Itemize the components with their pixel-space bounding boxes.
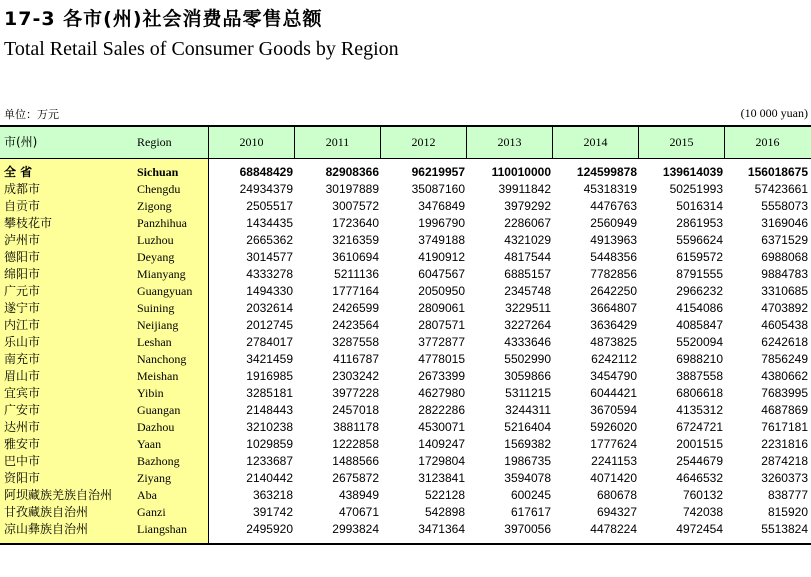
- region-name-english: Guangan: [137, 403, 181, 417]
- sales-value: 4333646: [504, 335, 551, 349]
- sales-value: 2544679: [676, 454, 723, 468]
- sales-value: 7683995: [761, 386, 808, 400]
- sales-value: 1029859: [246, 437, 293, 451]
- sales-value: 694327: [596, 505, 637, 519]
- sales-value: 7856249: [761, 352, 808, 366]
- sales-value: 139614039: [662, 165, 723, 179]
- sales-value: 2231816: [761, 437, 808, 451]
- table-row: [0, 487, 811, 504]
- region-name-chinese: 巴中市: [4, 454, 41, 468]
- sales-value: 2303242: [332, 369, 379, 383]
- sales-value: 2784017: [246, 335, 293, 349]
- sales-value: 363218: [252, 488, 293, 502]
- sales-value: 2993824: [332, 522, 379, 536]
- table-row: [0, 232, 811, 249]
- region-name-chinese: 遂宁市: [4, 301, 41, 315]
- region-name-english: Yibin: [137, 386, 164, 400]
- sales-value: 680678: [596, 488, 637, 502]
- table-row: [0, 368, 811, 385]
- sales-value: 600245: [510, 488, 551, 502]
- sales-value: 6988210: [676, 352, 723, 366]
- header-year: 2012: [411, 135, 436, 149]
- sales-value: 5513824: [761, 522, 808, 536]
- sales-value: 6988068: [761, 250, 808, 264]
- header-year: 2013: [497, 135, 522, 149]
- sales-value: 4333278: [246, 267, 293, 281]
- page-title-chinese: 17-3 各市(州)社会消费品零售总额: [4, 8, 323, 30]
- sales-value: 3285181: [246, 386, 293, 400]
- sales-value: 57423661: [754, 182, 808, 196]
- unit-label-chinese: 单位：万元: [4, 108, 59, 121]
- sales-value: 1494330: [246, 284, 293, 298]
- header-year: 2010: [239, 135, 264, 149]
- region-name-english: Luzhou: [137, 233, 174, 247]
- sales-value: 2560949: [590, 216, 637, 230]
- sales-value: 2345748: [504, 284, 551, 298]
- sales-value: 5211136: [334, 267, 379, 281]
- sales-value: 5502990: [504, 352, 551, 366]
- sales-value: 6047567: [418, 267, 465, 281]
- sales-value: 2032614: [246, 301, 293, 315]
- table-row: [0, 249, 811, 266]
- region-name-chinese: 泸州市: [4, 233, 41, 247]
- sales-value: 391742: [252, 505, 293, 519]
- unit-label-english: (10 000 yuan): [740, 106, 808, 120]
- sales-value: 4071420: [590, 471, 637, 485]
- sales-value: 438949: [338, 488, 379, 502]
- region-name-english: Bazhong: [137, 454, 180, 468]
- sales-value: 8791555: [676, 267, 723, 281]
- region-name-chinese: 成都市: [4, 182, 41, 196]
- region-name-english: Chengdu: [137, 182, 181, 196]
- header-year: 2011: [325, 135, 350, 149]
- region-name-english: Nanchong: [137, 352, 187, 366]
- sales-value: 1569382: [504, 437, 551, 451]
- header-region: Region: [137, 135, 172, 149]
- sales-value: 2809061: [418, 301, 465, 315]
- region-name-english: Aba: [137, 488, 157, 502]
- region-name-english: Zigong: [137, 199, 172, 213]
- region-name-chinese: 南充市: [4, 352, 41, 366]
- sales-value: 35087160: [411, 182, 465, 196]
- sales-value: 3123841: [418, 471, 465, 485]
- sales-value: 24934379: [239, 182, 293, 196]
- region-name-chinese: 乐山市: [4, 335, 41, 349]
- sales-value: 2012745: [246, 318, 293, 332]
- sales-value: 1916985: [246, 369, 293, 383]
- sales-value: 124599878: [576, 165, 637, 179]
- table-row: [0, 419, 811, 436]
- sales-value: 3749188: [418, 233, 465, 247]
- table-row: [0, 453, 811, 470]
- sales-value: 3979292: [504, 199, 551, 213]
- sales-value: 2140442: [246, 471, 293, 485]
- sales-value: 5311215: [505, 386, 551, 400]
- sales-value: 470671: [338, 505, 379, 519]
- table-bottom-rule: [0, 543, 811, 545]
- sales-value: 156018675: [747, 165, 808, 179]
- sales-value: 542898: [424, 505, 465, 519]
- sales-value: 5558073: [761, 199, 808, 213]
- region-name-english: Suining: [137, 301, 175, 315]
- sales-value: 4116787: [333, 352, 379, 366]
- region-name-english: Leshan: [137, 335, 172, 349]
- region-name-english: Deyang: [137, 250, 175, 264]
- sales-value: 5926020: [590, 420, 637, 434]
- region-name-english: Panzhihua: [137, 216, 187, 230]
- sales-value: 4154086: [676, 301, 723, 315]
- sales-value: 3227264: [504, 318, 551, 332]
- sales-value: 50251993: [669, 182, 723, 196]
- sales-value: 2807571: [418, 318, 465, 332]
- region-name-english: Meishan: [137, 369, 179, 383]
- table-row: [0, 198, 811, 215]
- sales-value: 82908366: [325, 165, 379, 179]
- region-name-chinese: 攀枝花市: [4, 216, 53, 230]
- region-name-english: Dazhou: [137, 420, 175, 434]
- page-title-english: Total Retail Sales of Consumer Goods by Region: [4, 38, 399, 60]
- header-year: 2015: [669, 135, 694, 149]
- sales-value: 4478224: [590, 522, 637, 536]
- header-year: 2016: [755, 135, 780, 149]
- table-row: [0, 300, 811, 317]
- region-name-english: Guangyuan: [137, 284, 193, 298]
- sales-value: 6242112: [591, 352, 637, 366]
- sales-value: 838777: [767, 488, 808, 502]
- sales-value: 2861953: [676, 216, 723, 230]
- sales-value: 3244311: [505, 403, 551, 417]
- sales-value: 742038: [682, 505, 723, 519]
- sales-value: 4627980: [418, 386, 465, 400]
- sales-value: 2665362: [246, 233, 293, 247]
- sales-value: 3670594: [590, 403, 637, 417]
- sales-value: 2457018: [332, 403, 379, 417]
- table-row: [0, 317, 811, 334]
- sales-value: 3476849: [418, 199, 465, 213]
- sales-value: 7617181: [761, 420, 808, 434]
- sales-value: 3594078: [504, 471, 551, 485]
- sales-value: 2505517: [246, 199, 293, 213]
- header-year: 2014: [583, 135, 608, 149]
- sales-value: 3229511: [505, 301, 551, 315]
- sales-value: 5216404: [504, 420, 551, 434]
- sales-value: 2822286: [418, 403, 465, 417]
- sales-value: 3664807: [590, 301, 637, 315]
- region-name-chinese: 内江市: [4, 318, 41, 332]
- table-row: [0, 334, 811, 351]
- sales-value: 3977228: [332, 386, 379, 400]
- region-name-chinese: 自贡市: [4, 199, 41, 213]
- sales-value: 3881178: [333, 420, 379, 434]
- table-row: [0, 521, 811, 538]
- sales-value: 6806618: [676, 386, 723, 400]
- sales-value: 760132: [682, 488, 723, 502]
- sales-value: 2642250: [590, 284, 637, 298]
- sales-value: 30197889: [325, 182, 379, 196]
- sales-value: 4085847: [676, 318, 723, 332]
- sales-value: 1729804: [418, 454, 465, 468]
- sales-value: 5596624: [676, 233, 723, 247]
- region-name-chinese: 阿坝藏族羌族自治州: [4, 488, 113, 502]
- table-row: [0, 470, 811, 487]
- sales-value: 4605438: [761, 318, 808, 332]
- sales-value: 1434435: [246, 216, 293, 230]
- sales-value: 2673399: [418, 369, 465, 383]
- sales-value: 6242618: [761, 335, 808, 349]
- region-name-chinese: 宜宾市: [4, 386, 41, 400]
- region-name-chinese: 德阳市: [4, 250, 41, 264]
- region-name-english: Ganzi: [137, 505, 166, 519]
- sales-value: 45318319: [583, 182, 637, 196]
- region-name-english: Yaan: [137, 437, 162, 451]
- sales-value: 5016314: [676, 199, 723, 213]
- region-name-english: Liangshan: [137, 522, 187, 536]
- sales-value: 2241153: [591, 454, 637, 468]
- sales-value: 4913963: [590, 233, 637, 247]
- sales-value: 3471364: [418, 522, 465, 536]
- sales-value: 4778015: [418, 352, 465, 366]
- sales-value: 4646532: [676, 471, 723, 485]
- sales-value: 3454790: [590, 369, 637, 383]
- sales-value: 2675872: [332, 471, 379, 485]
- region-name-english: Ziyang: [137, 471, 171, 485]
- table-row-total: [0, 164, 811, 181]
- sales-value: 6371529: [761, 233, 808, 247]
- region-name-english: Sichuan: [137, 165, 179, 179]
- sales-value: 5520094: [676, 335, 723, 349]
- sales-value: 3216359: [332, 233, 379, 247]
- sales-value: 4873825: [590, 335, 637, 349]
- sales-value: 3887558: [676, 369, 723, 383]
- sales-value: 6885157: [504, 267, 551, 281]
- sales-value: 1233687: [246, 454, 293, 468]
- sales-value: 4817544: [504, 250, 551, 264]
- sales-value: 6044421: [590, 386, 637, 400]
- sales-value: 1409247: [418, 437, 465, 451]
- region-name-chinese: 全 省: [4, 165, 33, 179]
- table-row: [0, 181, 811, 198]
- sales-value: 5448356: [590, 250, 637, 264]
- sales-value: 3007572: [332, 199, 379, 213]
- sales-value: 4703892: [761, 301, 808, 315]
- region-name-chinese: 雅安市: [4, 437, 41, 451]
- sales-value: 4380662: [761, 369, 808, 383]
- sales-value: 39911842: [498, 182, 551, 196]
- sales-value: 1996790: [418, 216, 465, 230]
- sales-value: 1222858: [332, 437, 379, 451]
- sales-value: 3421459: [246, 352, 293, 366]
- sales-value: 4476763: [590, 199, 637, 213]
- sales-value: 2148443: [246, 403, 293, 417]
- sales-value: 3772877: [418, 335, 465, 349]
- table-row: [0, 215, 811, 232]
- table-row: [0, 351, 811, 368]
- sales-value: 96219957: [411, 165, 465, 179]
- sales-value: 1777164: [332, 284, 379, 298]
- region-name-english: Neijiang: [137, 318, 179, 332]
- sales-value: 2286067: [504, 216, 551, 230]
- sales-value: 3310685: [761, 284, 808, 298]
- sales-value: 815920: [767, 505, 808, 519]
- region-name-chinese: 广安市: [4, 403, 41, 417]
- sales-value: 110010000: [491, 165, 551, 179]
- region-name-chinese: 眉山市: [4, 369, 41, 383]
- sales-value: 3970056: [504, 522, 551, 536]
- sales-value: 1986735: [504, 454, 551, 468]
- region-name-chinese: 甘孜藏族自治州: [4, 505, 89, 519]
- sales-value: 6724721: [676, 420, 723, 434]
- sales-value: 2001515: [676, 437, 723, 451]
- table-row: [0, 436, 811, 453]
- sales-value: 2050950: [418, 284, 465, 298]
- sales-value: 1777624: [590, 437, 637, 451]
- region-name-chinese: 达州市: [4, 420, 41, 434]
- region-name-chinese: 广元市: [4, 284, 41, 298]
- sales-value: 68848429: [239, 165, 293, 179]
- sales-value: 617617: [510, 505, 551, 519]
- sales-value: 3210238: [246, 420, 293, 434]
- sales-value: 4530071: [418, 420, 465, 434]
- sales-value: 6159572: [676, 250, 723, 264]
- sales-value: 1723640: [332, 216, 379, 230]
- sales-value: 4972454: [676, 522, 723, 536]
- sales-value: 4321029: [504, 233, 551, 247]
- table-row: [0, 402, 811, 419]
- sales-value: 3260373: [761, 471, 808, 485]
- region-name-chinese: 资阳市: [4, 471, 41, 485]
- sales-value: 2874218: [761, 454, 808, 468]
- sales-value: 3169046: [761, 216, 808, 230]
- sales-value: 2426599: [332, 301, 379, 315]
- sales-value: 4190912: [418, 250, 465, 264]
- sales-value: 522128: [424, 488, 465, 502]
- region-name-english: Mianyang: [137, 267, 186, 281]
- sales-value: 9884783: [761, 267, 808, 281]
- sales-value: 4687869: [761, 403, 808, 417]
- sales-value: 4135312: [676, 403, 723, 417]
- sales-value: 2966232: [676, 284, 723, 298]
- sales-value: 3636429: [590, 318, 637, 332]
- sales-value: 3014577: [246, 250, 293, 264]
- sales-value: 3059866: [504, 369, 551, 383]
- table-row: [0, 504, 811, 521]
- header-city: 市(州): [4, 135, 38, 149]
- sales-value: 7782856: [590, 267, 637, 281]
- table-row: [0, 266, 811, 283]
- sales-value: 3287558: [332, 335, 379, 349]
- sales-value: 2495920: [246, 522, 293, 536]
- region-name-chinese: 绵阳市: [4, 267, 41, 281]
- table-row: [0, 283, 811, 300]
- sales-value: 1488566: [332, 454, 379, 468]
- table-row: [0, 385, 811, 402]
- sales-value: 3610694: [332, 250, 379, 264]
- sales-value: 2423564: [332, 318, 379, 332]
- region-name-chinese: 凉山彝族自治州: [4, 522, 89, 536]
